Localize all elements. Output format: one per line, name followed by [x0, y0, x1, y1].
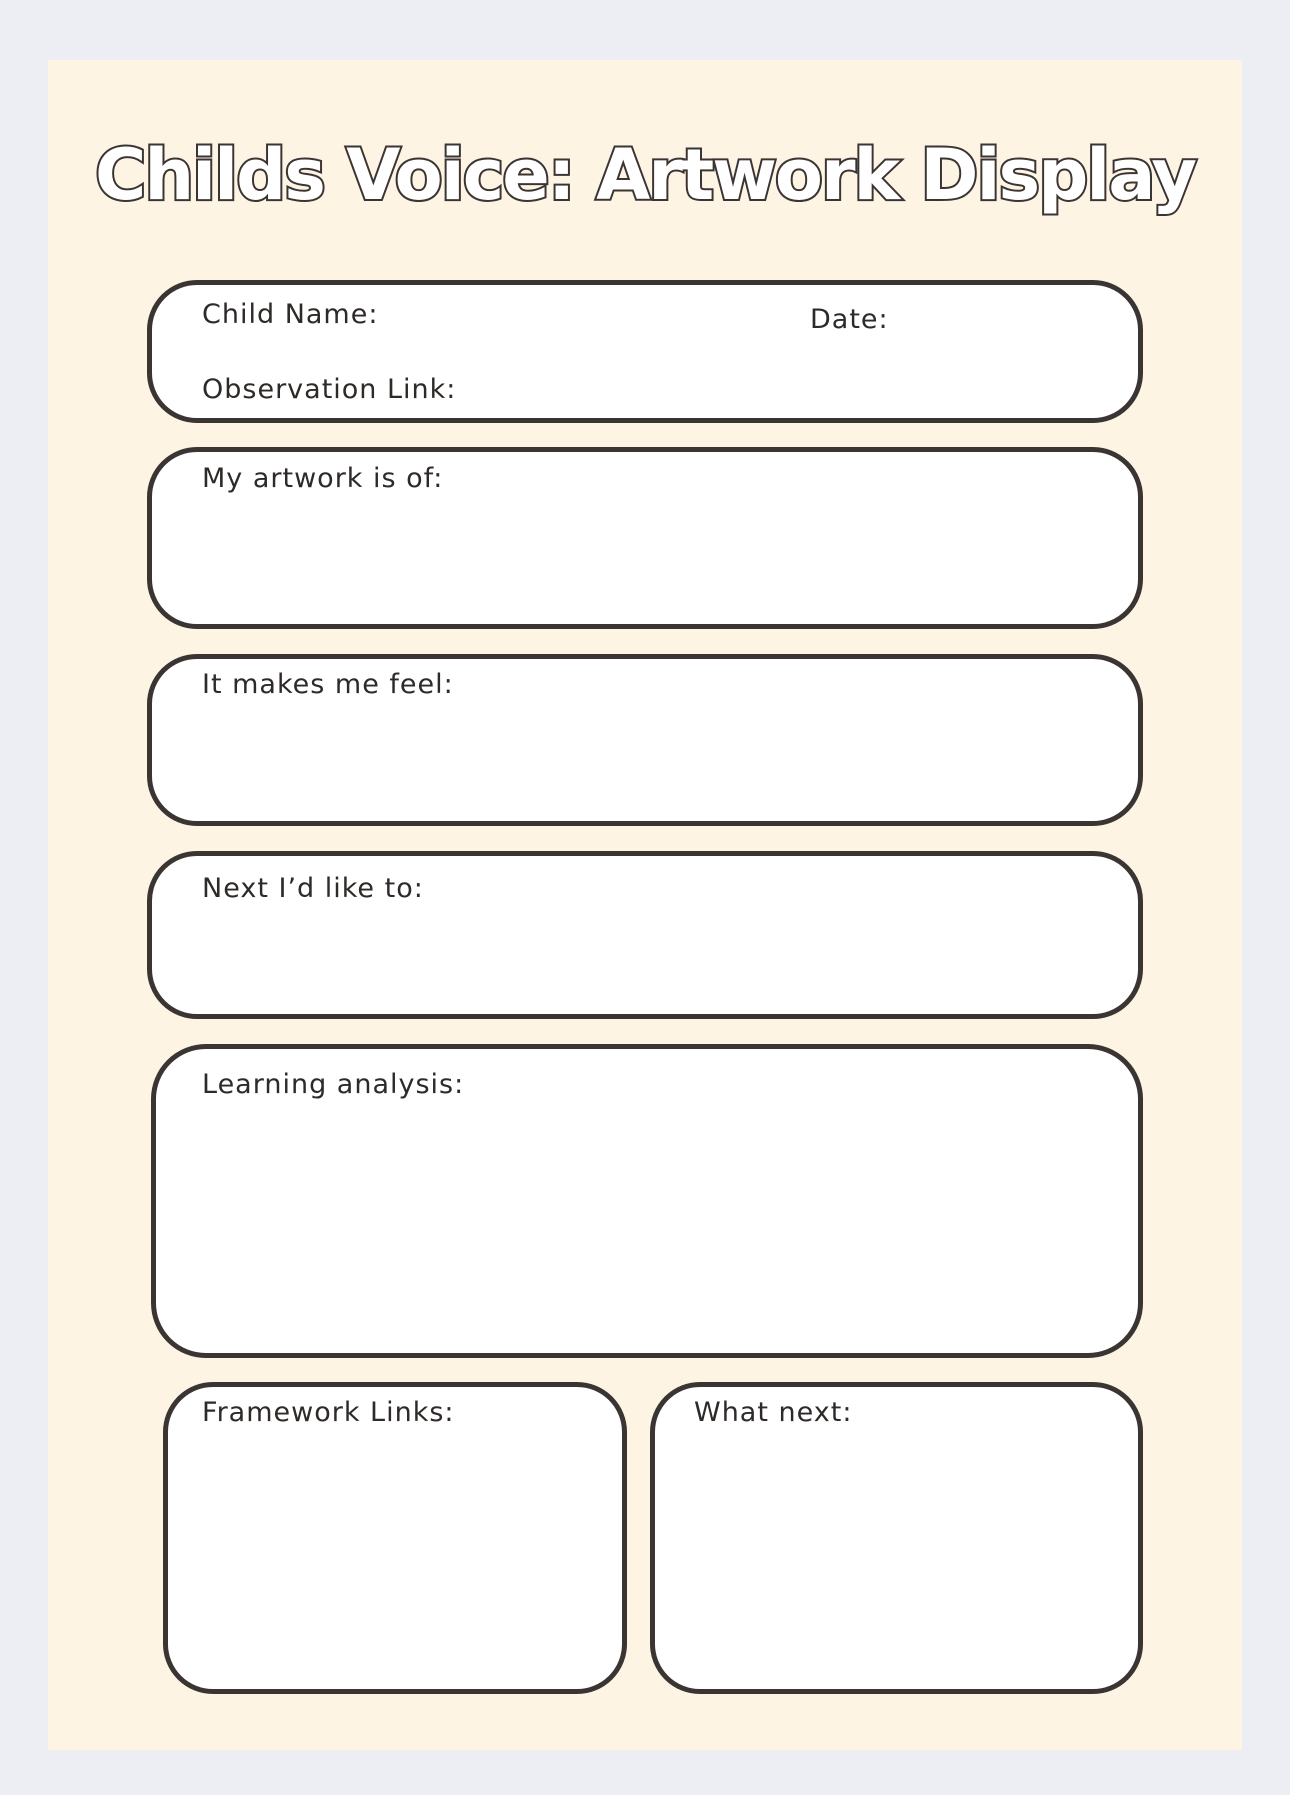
child-name-label: Child Name: [202, 299, 379, 330]
makes-me-feel-label: It makes me feel: [202, 669, 454, 700]
what-next-label: What next: [694, 1397, 853, 1428]
observation-link-label: Observation Link: [202, 374, 457, 405]
learning-analysis-label: Learning analysis: [202, 1069, 465, 1100]
artwork-of-label: My artwork is of: [202, 463, 444, 494]
next-like-to-label: Next I’d like to: [202, 873, 424, 904]
framework-links-box [163, 1382, 627, 1694]
date-label: Date: [810, 304, 889, 335]
what-next-box [650, 1382, 1143, 1694]
framework-links-label: Framework Links: [202, 1397, 455, 1428]
page-title: Childs Voice: Artwork Display [94, 134, 1196, 216]
